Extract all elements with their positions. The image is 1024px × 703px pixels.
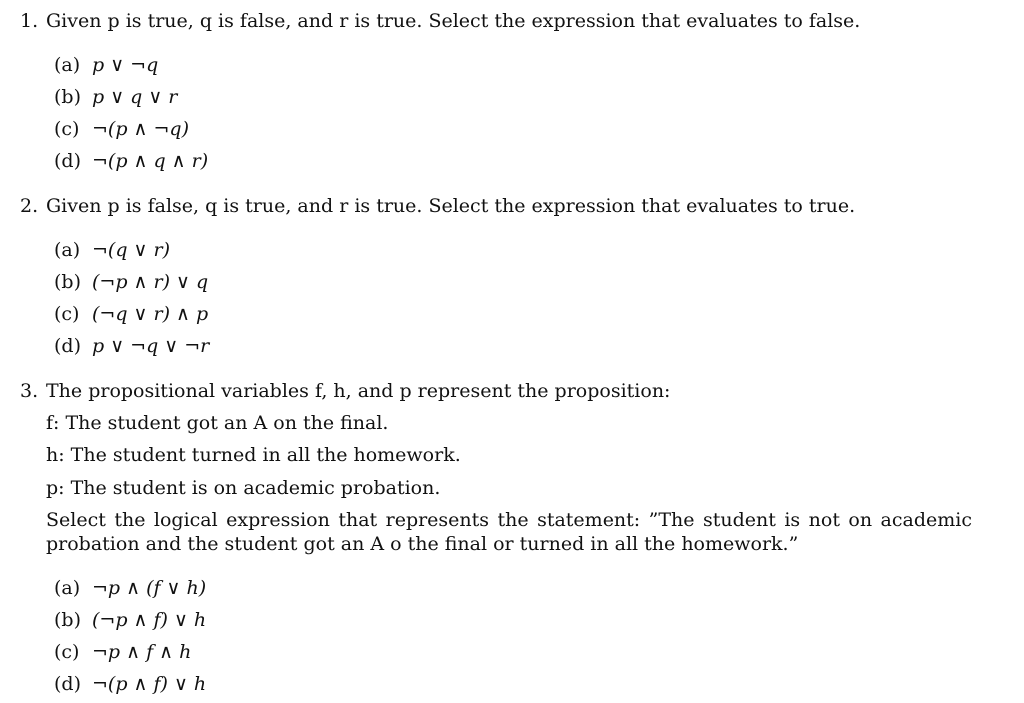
option-expression: ¬(q ∨ r) [92, 239, 170, 261]
question-number: 2. [20, 195, 39, 217]
option-expression: ¬p ∧ (f ∨ h) [92, 577, 207, 599]
question-text: The propositional variables f, h, and p represent the proposition: [46, 380, 671, 402]
q2-option-d[interactable] [54, 335, 209, 357]
question-text: Given p is true, q is false, and r is true. Select the expression that evaluates to false. [46, 10, 861, 32]
option-label: (d) [54, 150, 81, 172]
q1-option-a[interactable] [54, 54, 158, 76]
option-expression: ¬(p ∧ f) ∨ h [92, 673, 207, 695]
question-1-prompt [20, 10, 860, 32]
question-3-statement: Select the logical expression that represents the statement: ”The student is not on academic probation and the student got an A o the final or turned in all the homework.” [46, 509, 972, 555]
q1-option-b[interactable] [54, 86, 177, 108]
q3-option-b[interactable] [54, 609, 206, 631]
option-expression: p ∨ q ∨ r [92, 86, 178, 108]
q2-option-c[interactable] [54, 303, 208, 325]
q3-option-d[interactable] [54, 673, 206, 695]
option-label: (c) [54, 303, 80, 325]
option-expression: (¬p ∧ r) ∨ q [92, 271, 209, 293]
q2-option-a[interactable] [54, 239, 170, 261]
option-expression: ¬(p ∧ ¬q) [92, 118, 189, 140]
q1-option-c[interactable] [54, 118, 189, 140]
option-label: (b) [54, 271, 81, 293]
definition-h: h: The student turned in all the homework. [46, 444, 461, 466]
q1-option-d[interactable] [54, 150, 208, 172]
question-number: 1. [20, 10, 39, 32]
option-label: (b) [54, 609, 81, 631]
option-label: (d) [54, 673, 81, 695]
q3-option-c[interactable] [54, 641, 191, 663]
q2-option-b[interactable] [54, 271, 208, 293]
option-expression: ¬(p ∧ q ∧ r) [92, 150, 209, 172]
q3-option-a[interactable] [54, 577, 206, 599]
question-number: 3. [20, 380, 39, 402]
option-label: (b) [54, 86, 81, 108]
option-label: (a) [54, 239, 81, 261]
question-2-prompt [20, 195, 855, 217]
definition-p: p: The student is on academic probation. [46, 477, 441, 499]
option-expression: (¬q ∨ r) ∧ p [92, 303, 209, 325]
option-label: (c) [54, 641, 80, 663]
option-label: (a) [54, 577, 81, 599]
option-expression: p ∨ ¬q [92, 54, 159, 76]
option-label: (c) [54, 118, 80, 140]
option-expression: (¬p ∧ f) ∨ h [92, 609, 207, 631]
option-label: (a) [54, 54, 81, 76]
option-label: (d) [54, 335, 81, 357]
question-text: Given p is false, q is true, and r is true. Select the expression that evaluates to true. [46, 195, 856, 217]
definition-f: f: The student got an A on the final. [46, 412, 389, 434]
option-expression: p ∨ ¬q ∨ ¬r [92, 335, 210, 357]
question-3-prompt [20, 380, 670, 402]
option-expression: ¬p ∧ f ∧ h [92, 641, 192, 663]
